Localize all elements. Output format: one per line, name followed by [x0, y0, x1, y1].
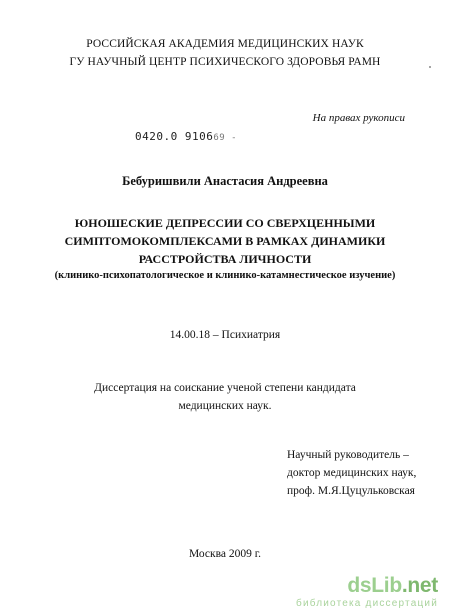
institution-line-2: ГУ НАУЧНЫЙ ЦЕНТР ПСИХИЧЕСКОГО ЗДОРОВЬЯ РАМН: [69, 56, 381, 68]
watermark-tagline: библиотека диссертаций: [296, 598, 438, 609]
stamp-number: 0420.0 9106: [135, 130, 214, 143]
dslib-watermark[interactable]: [296, 575, 438, 609]
watermark-logo: [296, 575, 438, 597]
registration-stamp: [135, 130, 237, 143]
stamp-tail: 69 -: [213, 133, 238, 143]
title-subtitle: (клинико-психопатологическое и клинико-катамнестическое изучение): [54, 270, 396, 281]
dissertation-line-1: Диссертация на соискание ученой степени кандидата: [94, 382, 356, 394]
supervisor-line-2: доктор медицинских наук,: [287, 467, 417, 479]
watermark-logo-ext: .net: [401, 574, 438, 597]
manuscript-rights-note: На правах рукописи: [312, 112, 405, 124]
specialty-code: 14.00.18 – Психиатрия: [169, 329, 281, 341]
supervisor-line-1: Научный руководитель –: [287, 449, 409, 461]
institution-line-1: РОССИЙСКАЯ АКАДЕМИЯ МЕДИЦИНСКИХ НАУК: [86, 38, 364, 50]
title-line-2: СИМПТОМОКОМПЛЕКСАМИ В РАМКАХ ДИНАМИКИ: [64, 234, 386, 248]
watermark-logo-main: dsLib: [347, 574, 402, 597]
title-line-1: ЮНОШЕСКИЕ ДЕПРЕССИИ СО СВЕРХЦЕННЫМИ: [74, 216, 376, 230]
title-line-3: РАССТРОЙСТВА ЛИЧНОСТИ: [138, 252, 312, 266]
author-name: Бебуришвили Анастасия Андреевна: [122, 174, 328, 188]
city-year: Москва 2009 г.: [188, 548, 262, 560]
scan-speck: [429, 66, 431, 68]
supervisor-line-3: проф. М.Я.Цуцульковская: [287, 485, 415, 497]
dissertation-line-2: медицинских наук.: [178, 400, 272, 412]
